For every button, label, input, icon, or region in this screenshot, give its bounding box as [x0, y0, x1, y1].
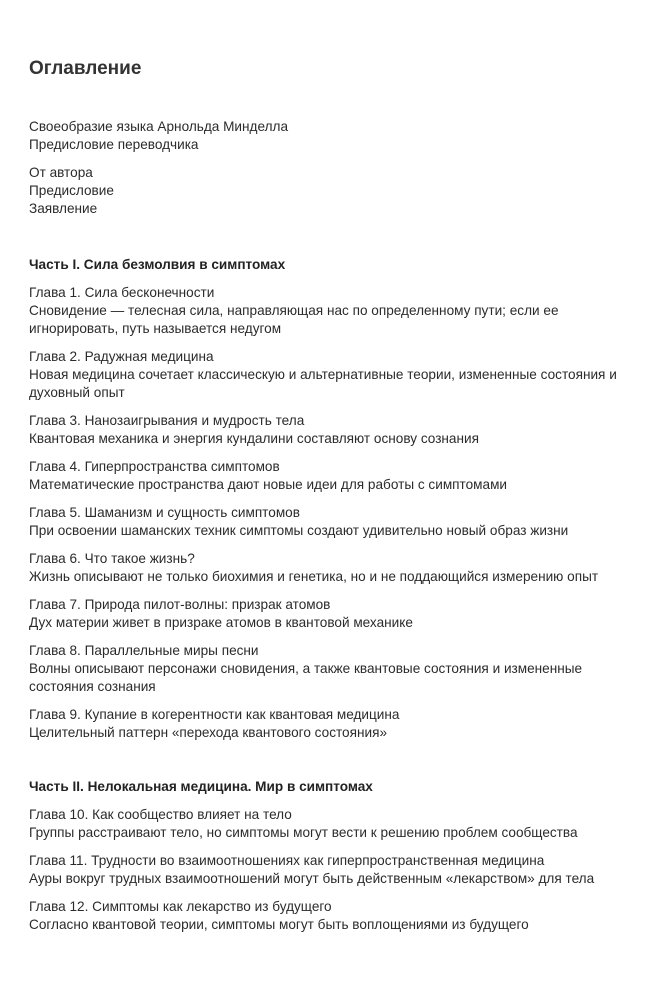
chapter-description: Жизнь описывают не только биохимия и генетика, но и не поддающийся измерению опыт [29, 569, 599, 584]
page-title: Оглавление [29, 58, 142, 79]
chapter-description: Дух материи живет в призраке атомов в квантовой механике [29, 615, 413, 630]
chapter-description: При освоении шаманских техник симптомы создают удивительно новый образ жизни [29, 523, 569, 538]
chapter-title: Глава 10. Как сообщество влияет на тело [29, 807, 292, 822]
part-2-title[interactable]: Часть II. Нелокальная медицина. Мир в симптомах [29, 779, 373, 794]
chapter-description: Ауры вокруг трудных взаимоотношений могут быть действенным «лекарством» для тела [29, 871, 595, 886]
chapter-8[interactable] [29, 642, 639, 696]
chapter-9[interactable] [29, 706, 639, 742]
chapter-6[interactable] [29, 550, 639, 586]
chapter-11[interactable] [29, 852, 639, 888]
toc-entry-statement[interactable]: Заявление [29, 201, 98, 216]
chapter-7[interactable] [29, 596, 639, 632]
chapter-5[interactable] [29, 504, 639, 540]
chapter-2[interactable] [29, 348, 639, 402]
chapter-1[interactable] [29, 284, 639, 338]
chapter-description: Согласно квантовой теории, симптомы могут быть воплощениями из будущего [29, 917, 529, 932]
chapter-title: Глава 3. Нанозаигрывания и мудрость тела [29, 413, 305, 428]
chapter-12[interactable] [29, 898, 639, 934]
chapter-description: Сновидение — телесная сила, направляющая нас по определенному пути; если ее игнорировать, путь называется недугом [29, 303, 559, 336]
chapter-title: Глава 2. Радужная медицина [29, 349, 214, 364]
front-matter-group-1 [29, 118, 639, 154]
chapter-title: Глава 8. Параллельные миры песни [29, 643, 259, 658]
toc-entry-translator-preface[interactable]: Предисловие переводчика [29, 137, 199, 152]
chapter-title: Глава 6. Что такое жизнь? [29, 551, 195, 566]
chapter-description: Математические пространства дают новые идеи для работы с симптомами [29, 477, 508, 492]
chapter-title: Глава 12. Симптомы как лекарство из будущего [29, 899, 332, 914]
chapter-description: Группы расстраивают тело, но симптомы могут вести к решению проблем сообщества [29, 825, 578, 840]
toc-entry-preface[interactable]: Предисловие [29, 183, 114, 198]
chapter-4[interactable] [29, 458, 639, 494]
chapter-3[interactable] [29, 412, 639, 448]
chapter-title: Глава 4. Гиперпространства симптомов [29, 459, 280, 474]
chapter-title: Глава 5. Шаманизм и сущность симптомов [29, 505, 300, 520]
front-matter-group-2 [29, 164, 639, 218]
part-1-title[interactable]: Часть I. Сила безмолвия в симптомах [29, 257, 286, 272]
toc-entry-language-note[interactable]: Своеобразие языка Арнольда Минделла [29, 119, 288, 134]
chapter-title: Глава 11. Трудности во взаимоотношениях как гиперпространственная медицина [29, 853, 545, 868]
chapter-description: Целительный паттерн «перехода квантового состояния» [29, 725, 388, 740]
toc-entry-from-author[interactable]: От автора [29, 165, 93, 180]
chapter-description: Новая медицина сочетает классическую и альтернативные теории, измененные состояния и духовный опыт [29, 367, 617, 400]
chapter-10[interactable] [29, 806, 639, 842]
chapter-title: Глава 1. Сила бесконечности [29, 285, 215, 300]
chapter-description: Волны описывают персонажи сновидения, а также квантовые состояния и измененные состояния сознания [29, 661, 583, 694]
chapter-title: Глава 9. Купание в когерентности как квантовая медицина [29, 707, 400, 722]
chapter-description: Квантовая механика и энергия кундалини составляют основу сознания [29, 431, 479, 446]
chapter-title: Глава 7. Природа пилот-волны: призрак атомов [29, 597, 331, 612]
